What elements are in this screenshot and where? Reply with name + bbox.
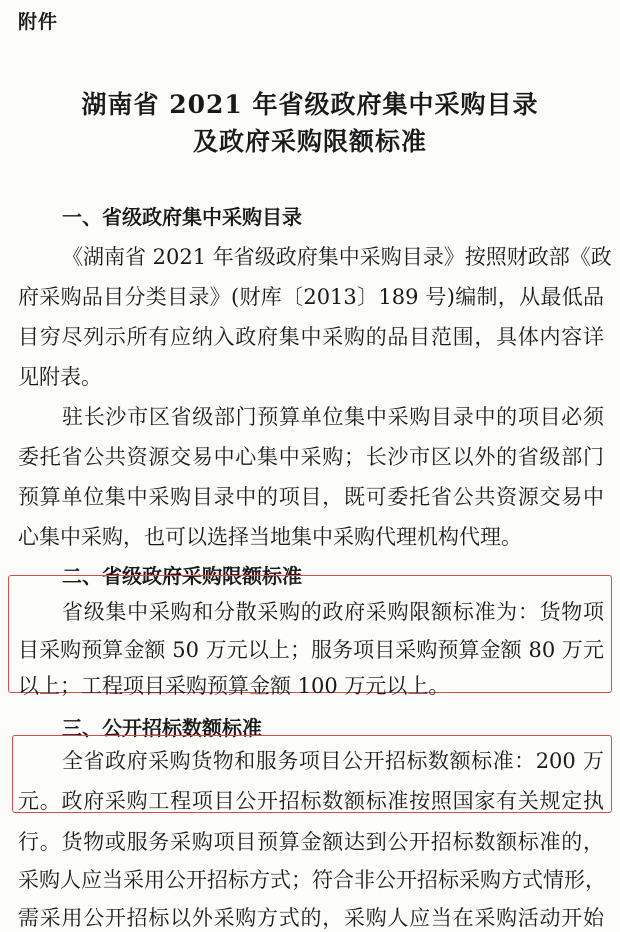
s2-p1-line1: 省级集中采购和分散采购的政府采购限额标准为：货物项	[62, 600, 604, 624]
section2-heading: 二、省级政府采购限额标准	[62, 564, 302, 588]
section1-heading: 一、省级政府集中采购目录	[62, 205, 302, 229]
s3-p1-line4: 采购人应当采用公开招标方式；符合非公开招标采购方式情形，	[18, 868, 606, 892]
s1-p2-line4: 心集中采购，也可以选择当地集中采购代理机构代理。	[18, 525, 522, 549]
document-title-line2: 及政府采购限额标准	[192, 127, 427, 156]
document-title-line1: 湖南省 2021 年省级政府集中采购目录	[81, 90, 539, 119]
s1-p2-line1: 驻长沙市区省级部门预算单位集中采购目录中的项目必须	[62, 405, 604, 429]
attachment-label: 附件	[18, 11, 59, 33]
s3-p1-line3: 行。货物或服务采购项目预算金额达到公开招标数额标准的，	[18, 830, 604, 854]
s1-p1-line1: 《湖南省 2021 年省级政府集中采购目录》按照财政部《政	[62, 245, 612, 269]
section3-heading: 三、公开招标数额标准	[62, 716, 262, 740]
s3-p1-line5: 需采用公开招标以外采购方式的，采购人应当在采购活动开始	[18, 906, 604, 930]
s1-p2-line3: 预算单位集中采购目录中的项目，既可委托省公共资源交易中	[18, 485, 604, 509]
s1-p1-line4: 见附表。	[18, 365, 102, 389]
s2-p1-line3: 以上；工程项目采购预算金额 100 万元以上。	[18, 674, 450, 698]
s1-p1-line3: 目穷尽列示所有应纳入政府集中采购的品目范围，具体内容详	[18, 325, 604, 349]
s3-p1-line1: 全省政府采购货物和服务项目公开招标数额标准：200 万	[62, 749, 604, 773]
s2-p1-line2: 目采购预算金额 50 万元以上；服务项目采购预算金额 80 万元	[18, 638, 604, 662]
s1-p2-line2: 委托省公共资源交易中心集中采购；长沙市区以外的省级部门	[18, 445, 604, 469]
s3-p1-line2: 元。政府采购工程项目公开招标数额标准按照国家有关规定执	[18, 789, 604, 813]
s1-p1-line2: 府采购品目分类目录》(财库〔2013〕189 号)编制，从最低品	[18, 285, 604, 309]
